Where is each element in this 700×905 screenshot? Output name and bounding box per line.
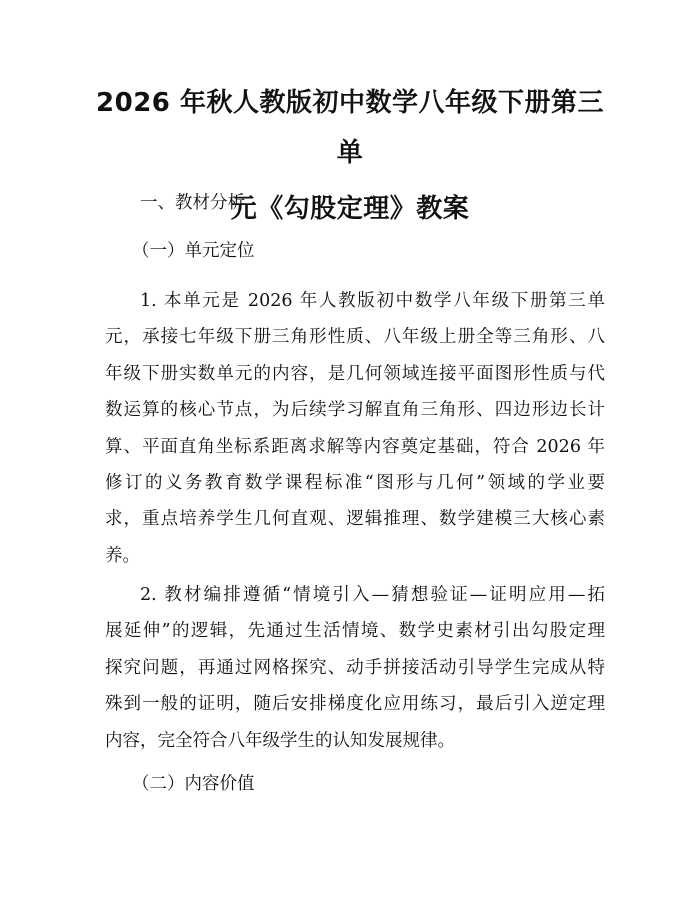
title-line-1: 2026 年秋人教版初中数学八年级下册第三单: [96, 88, 604, 168]
paragraph-textbook-arrangement: [105, 577, 605, 759]
subsection-heading-content-value: （二）内容价值: [132, 774, 255, 794]
paragraph-line: 元，承接七年级下册三角形性质、八年级上册全等三角形、八: [105, 327, 605, 348]
paragraph-line: 1. 本单元是 2026 年人教版初中数学八年级下册第三单: [140, 291, 605, 311]
paragraph-line: 养。: [105, 545, 140, 566]
paragraph-line: 殊到一般的证明，随后安排梯度化应用练习，最后引入逆定理: [105, 694, 605, 715]
paragraph-line: 展延伸”的逻辑，先通过生活情境、数学史素材引出勾股定理: [105, 621, 605, 642]
paragraph-unit-position: [105, 283, 605, 574]
paragraph-line: 算、平面直角坐标系距离求解等内容奠定基础，符合 2026 年: [105, 436, 605, 457]
paragraph-line: 年级下册实数单元的内容，是几何领域连接平面图形性质与代: [105, 363, 605, 384]
paragraph-line: 探究问题，再通过网格探究、动手拼接活动引导学生完成从特: [105, 657, 605, 678]
paragraph-line: 内容，完全符合八年级学生的认知发展规律。: [105, 730, 455, 751]
paragraph-line: 数运算的核心节点，为后续学习解直角三角形、四边形边长计: [105, 400, 605, 421]
paragraph-line: 求，重点培养学生几何直观、逻辑推理、数学建模三大核心素: [105, 509, 605, 530]
paragraph-line: 2. 教材编排遵循“情境引入—猜想验证—证明应用—拓: [140, 585, 605, 605]
paragraph-line: 修订的义务教育数学课程标准“图形与几何”领域的学业要: [105, 473, 605, 494]
section-heading-textbook-analysis: 一、教材分析: [140, 193, 245, 213]
title-line-2: 元《勾股定理》教案: [230, 194, 470, 224]
subsection-heading-unit-position: （一）单元定位: [132, 241, 255, 261]
